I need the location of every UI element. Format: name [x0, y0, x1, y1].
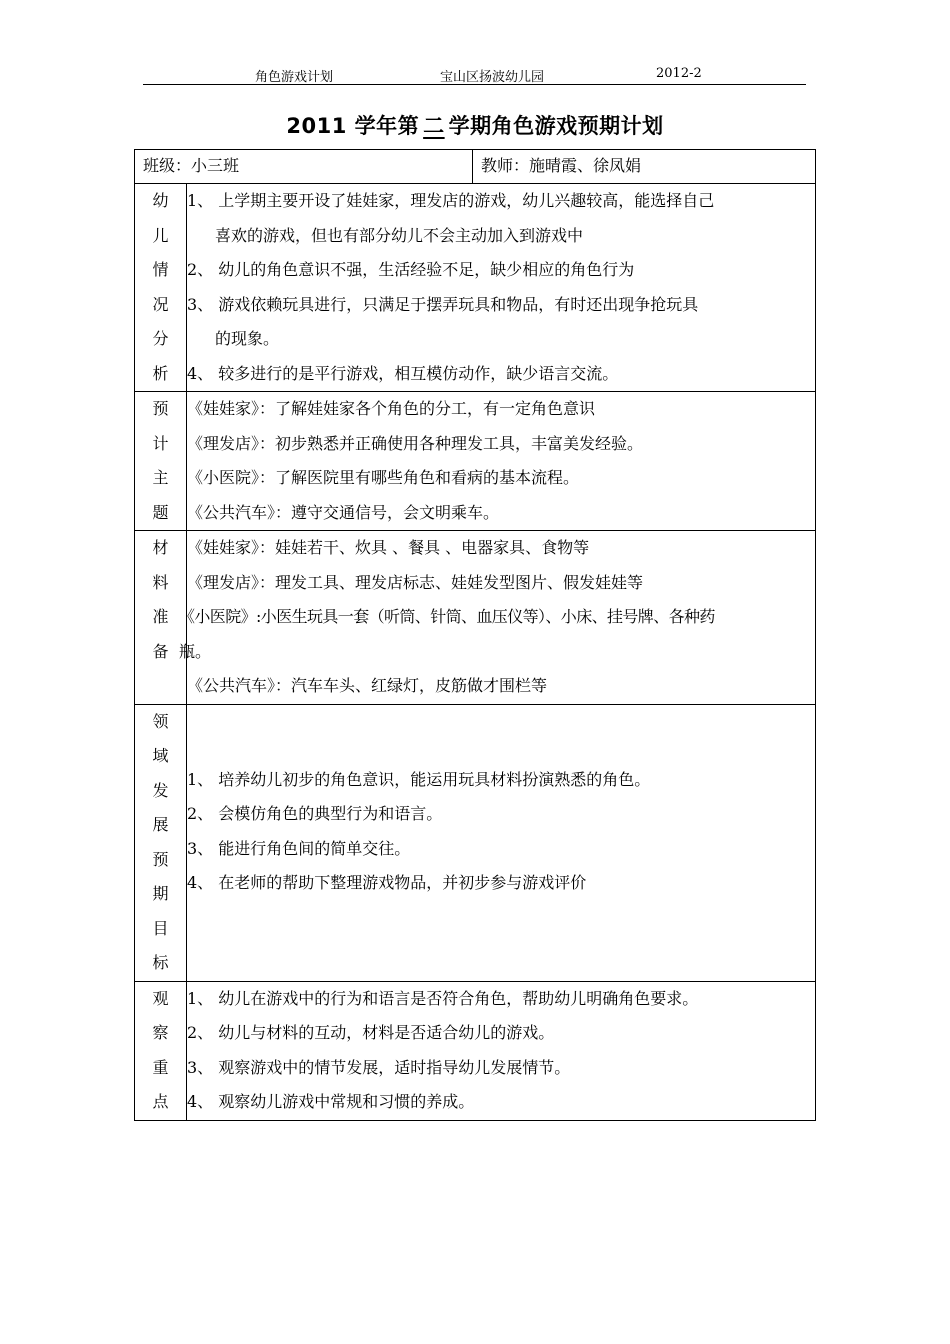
section-label-observation	[135, 981, 187, 1120]
content-line: 《理发店》：理发工具、理发店标志、娃娃发型图片、假发娃娃等	[187, 572, 644, 592]
content-line: 3、 观察游戏中的情节发展，适时指导幼儿发展情节。	[187, 1057, 571, 1077]
page-header	[143, 62, 806, 85]
content-line: 《娃娃家》：娃娃若干、炊具 、餐具 、电器家具、食物等	[187, 538, 590, 557]
teacher-names: 教师：施晴霞、徐凤娟	[481, 156, 642, 175]
section-content-goals	[187, 704, 816, 981]
label-char: 况	[152, 294, 169, 314]
content-line: 4、 较多进行的是平行游戏，相互模仿动作，缺少语言交流。	[187, 363, 619, 383]
label-char: 情	[152, 260, 169, 279]
label-char: 点	[152, 1092, 169, 1111]
section-content-observation	[187, 981, 816, 1120]
section-row-materials	[135, 531, 816, 705]
label-char: 析	[152, 363, 169, 383]
content-line: 4、 在老师的帮助下整理游戏物品，并初步参与游戏评价	[187, 873, 587, 892]
class-name: 班级：小三班	[143, 156, 240, 175]
content-line: 1、 幼儿在游戏中的行为和语言是否符合角色，帮助幼儿明确角色要求。	[187, 988, 699, 1008]
class-info-row	[135, 150, 816, 184]
label-char: 标	[152, 953, 169, 972]
label-char: 观	[152, 988, 169, 1008]
section-label-themes	[135, 392, 187, 531]
label-char: 域	[152, 746, 169, 765]
label-char: 期	[152, 884, 169, 903]
label-char: 发	[152, 780, 169, 800]
section-content-situation	[187, 184, 816, 392]
label-char: 儿	[152, 225, 169, 245]
header-school-name: 宝山区扬波幼儿园	[440, 70, 545, 85]
class-cell	[135, 150, 473, 184]
label-char: 展	[152, 815, 169, 834]
label-char: 预	[152, 399, 169, 418]
content-line: 《理发店》：初步熟悉并正确使用各种理发工具，丰富美发经验。	[187, 433, 644, 453]
label-char: 材	[152, 538, 169, 557]
content-line: 1、 培养幼儿初步的角色意识，能运用玩具材料扮演熟悉的角色。	[187, 769, 651, 789]
section-row-situation	[135, 184, 816, 392]
section-row-goals	[135, 704, 816, 981]
label-char: 备	[152, 641, 169, 661]
teacher-cell	[473, 150, 816, 184]
content-line: 1、 上学期主要开设了娃娃家，理发店的游戏，幼儿兴趣较高，能选择自己	[187, 191, 715, 210]
content-line: 3、 游戏依赖玩具进行，只满足于摆弄玩具和物品，有时还出现争抢玩具	[187, 294, 699, 314]
label-char: 计	[152, 433, 169, 453]
page-title	[0, 110, 950, 140]
section-content-materials	[179, 531, 816, 705]
blank-space	[187, 705, 815, 763]
section-row-themes	[135, 392, 816, 531]
label-char: 幼	[152, 191, 169, 210]
plan-table	[134, 149, 816, 1121]
label-char: 分	[152, 329, 169, 348]
header-doc-title: 角色游戏计划	[255, 70, 334, 85]
label-char: 料	[152, 572, 169, 592]
label-char: 目	[152, 918, 169, 938]
content-line: 喜欢的游戏，但也有部分幼儿不会主动加入到游戏中	[215, 225, 584, 245]
section-content-themes	[187, 392, 816, 531]
section-row-observation	[135, 981, 816, 1120]
label-char: 主	[152, 468, 169, 487]
title-semester-blank: 二	[423, 114, 445, 138]
content-line: 瓶。	[179, 641, 212, 661]
label-char: 领	[152, 711, 169, 731]
content-line: 《娃娃家》：了解娃娃家各个角色的分工，有一定角色意识	[187, 399, 596, 418]
content-line: 《小医院》：了解医院里有哪些角色和看病的基本流程。	[187, 468, 580, 487]
section-label-goals	[135, 704, 187, 981]
content-line: 2、 幼儿与材料的互动，材料是否适合幼儿的游戏。	[187, 1023, 555, 1042]
content-line: 《公共汽车》：汽车车头、红绿灯，皮筋做才围栏等	[187, 676, 548, 695]
content-line: 4、 观察幼儿游戏中常规和习惯的养成。	[187, 1092, 475, 1111]
content-line: 2、 幼儿的角色意识不强，生活经验不足，缺少相应的角色行为	[187, 260, 635, 279]
content-line: 的现象。	[215, 329, 280, 348]
content-line: 《小医院》:小医生玩具一套（听筒、针筒、血压仪等）、小床、挂号牌、各种药	[179, 607, 715, 626]
section-label-situation	[135, 184, 187, 392]
label-char: 准	[152, 607, 169, 626]
label-char: 题	[152, 502, 169, 522]
label-char: 重	[152, 1057, 169, 1077]
content-line: 《公共汽车》：遵守交通信号，会文明乘车。	[187, 502, 500, 522]
content-line: 3、 能进行角色间的简单交往。	[187, 838, 411, 858]
label-char: 察	[152, 1023, 169, 1042]
title-suffix: 学期角色游戏预期计划	[448, 114, 664, 138]
title-prefix: 2011 学年第	[286, 114, 420, 138]
label-char: 预	[152, 849, 169, 869]
content-line: 2、 会模仿角色的典型行为和语言。	[187, 804, 443, 823]
header-date: 2012-2	[656, 66, 702, 81]
